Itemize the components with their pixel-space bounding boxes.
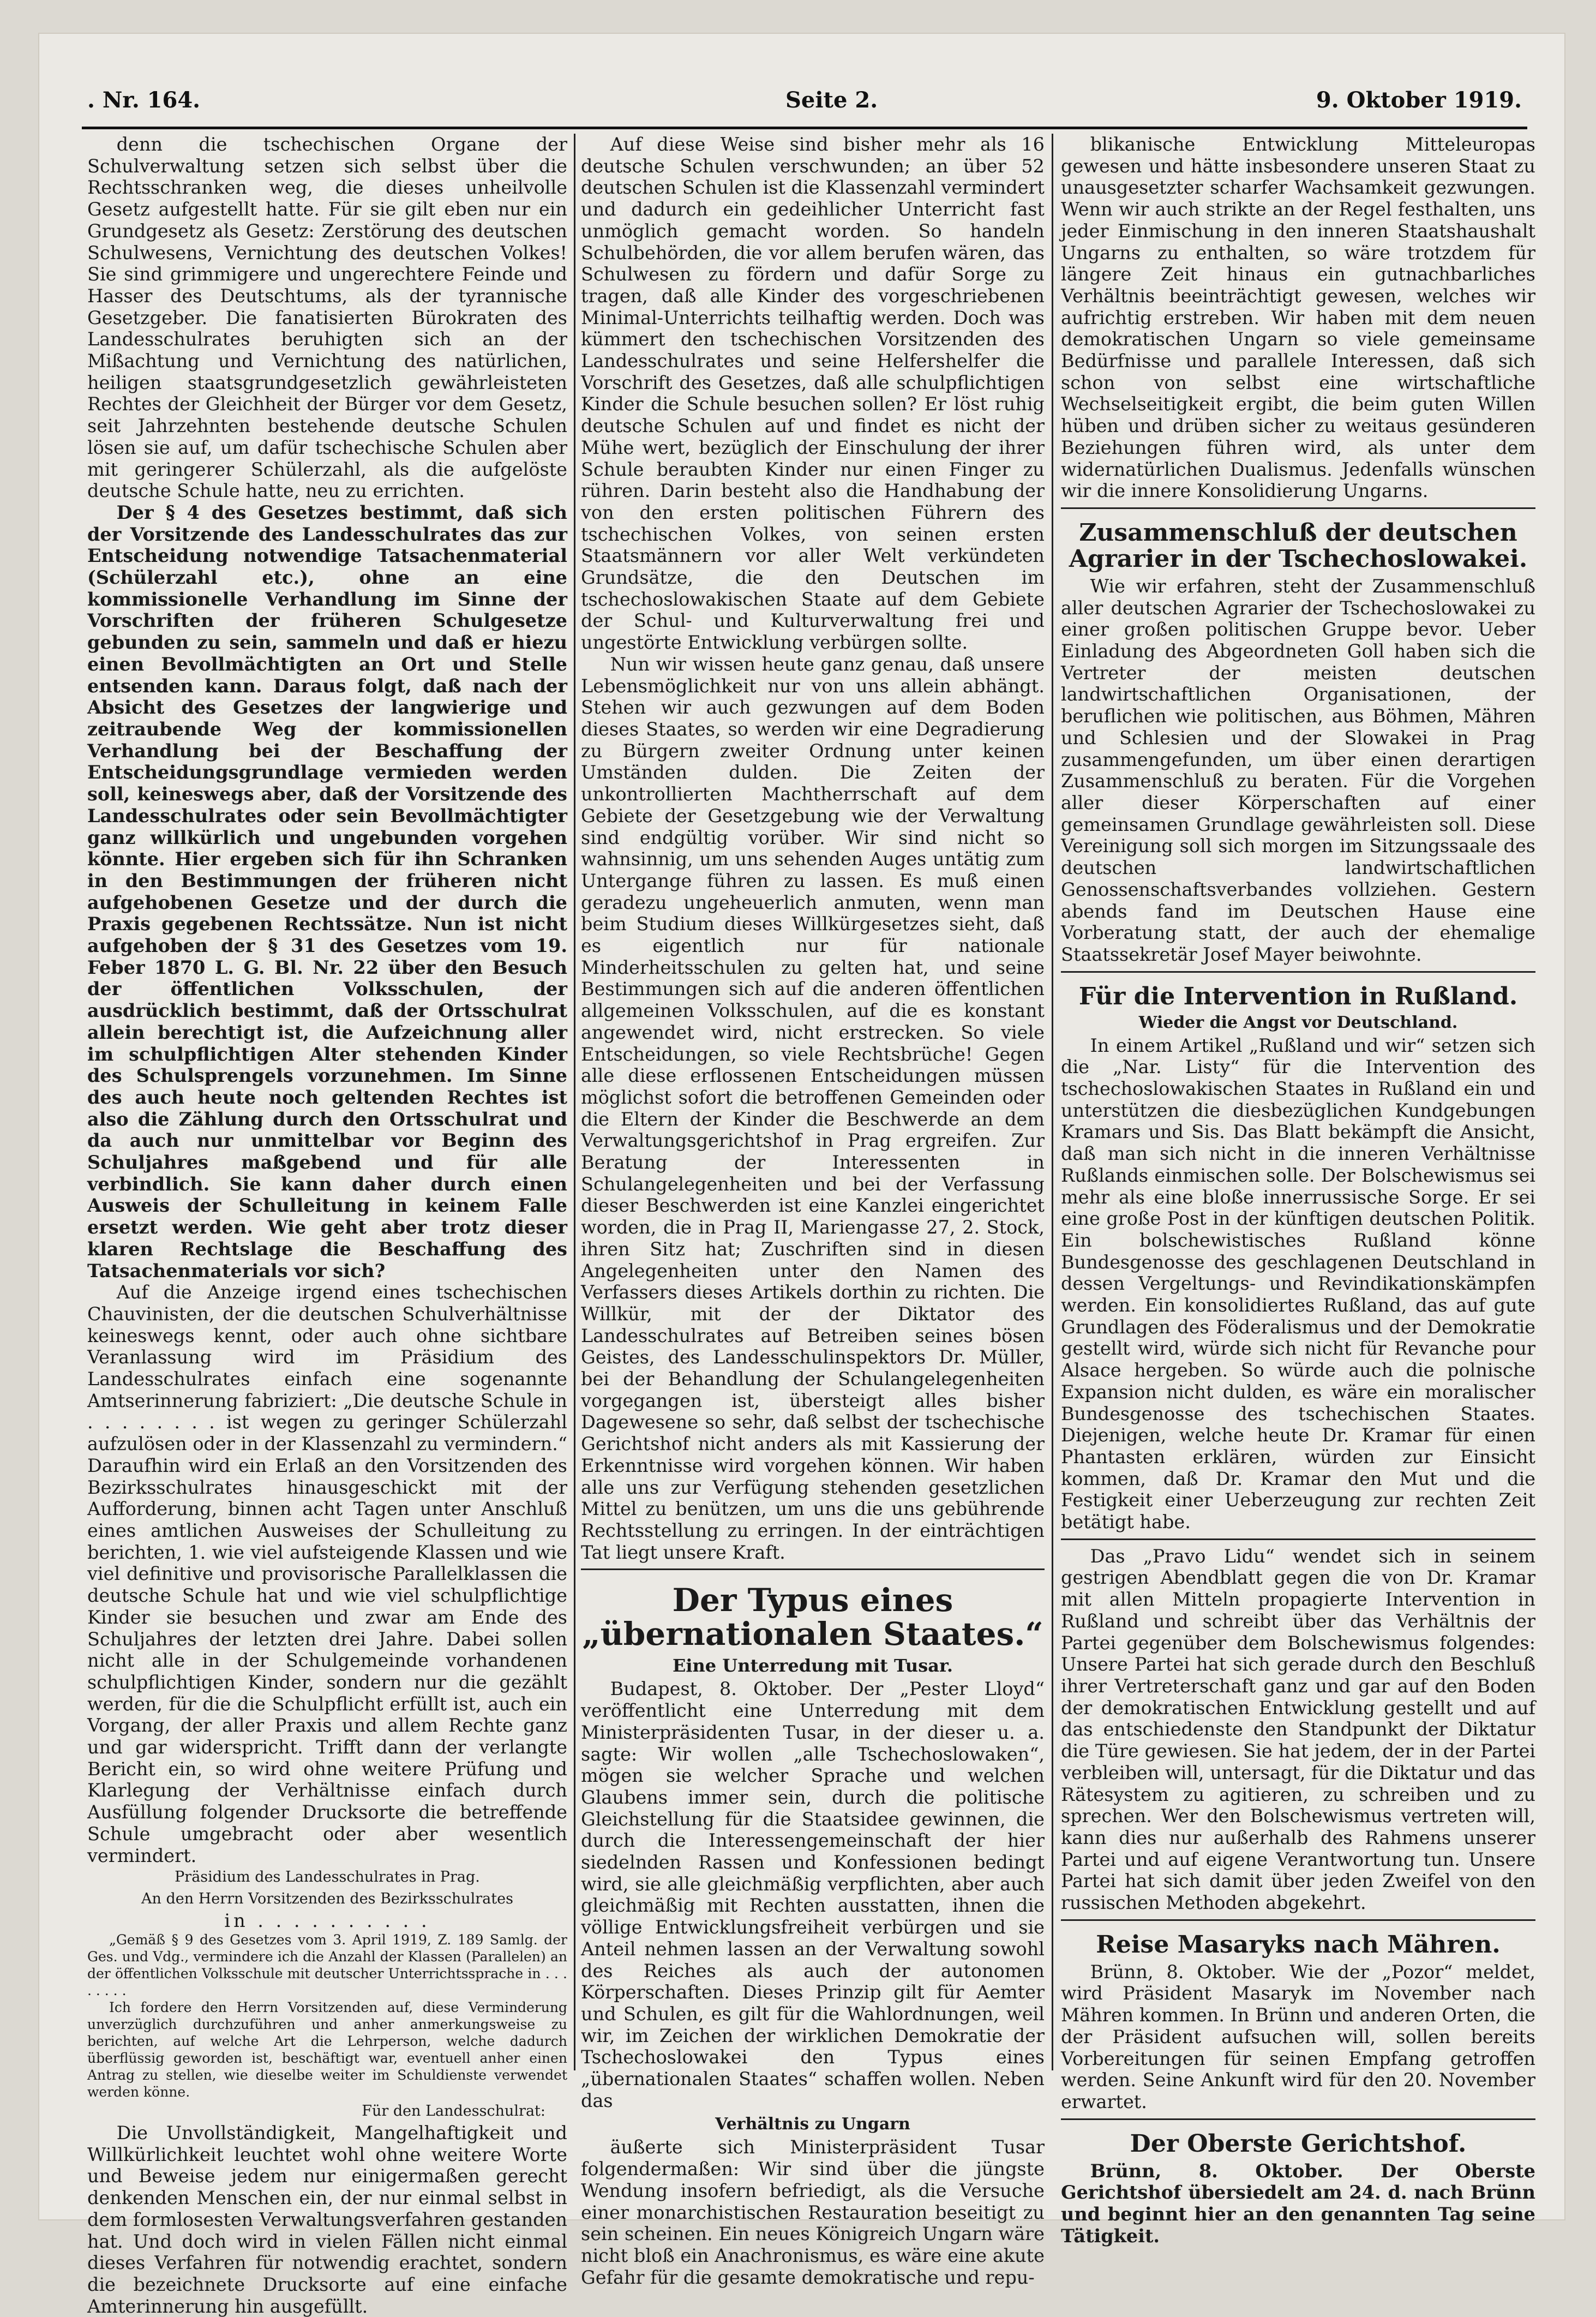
paragraph: Brünn, 8. Oktober. Der Oberste Gerichtshof übersiedelt am 24. d. nach Brünn und beginnt hier an den genannten Tag seine Tätigkeit. [1061,2160,1535,2247]
paragraph: Nun wir wissen heute ganz genau, daß unsere Lebensmöglichkeit nur von uns allein abhängt. Stehen wir auch gezwungen auf dem Boden dieses Staates, so werden wir eine Degradierung zu Bürgern zweiter Ordnung unter keinen Umständen dulden. Die Zeiten der unkontrollierten Machtherrschaft auf dem Gebiete der Gesetzgebung wie der Verwaltung sind endgültig vorüber. Wir sind nicht so wahnsinnig, um uns sehenden Auges untätig zum Untergange führen zu lassen. Es muß einen geradezu ungeheuerlich anmuten, wenn man beim Studium dieses Willkürgesetzes sieht, daß es eigentlich nur für nationale Minderheitsschulen zu gelten hat, und seine Bestimmungen sich auf die anderen öffentlichen allgemeinen Volksschulen, auf die es konstant angewendet wird, nicht erstrecken. So viele Entscheidungen, so viele Rechtsbrüche! Gegen alle diese erflossenen Entscheidungen müssen möglichst sofort die betroffenen Gemeinden oder die Eltern der Kinder die Beschwerde an dem Verwaltungsgerichtshof in Prag ergreifen. Zur Beratung der Interessenten in Schulangelegenheiten und bei der Verfassung dieser Beschwerden ist eine Kanzlei eingerichtet worden, die in Prag II, Mariengasse 27, 2. Stock, ihren Sitz hat; Zuschriften sind in diesen Angelegenheiten unter den Namen des Verfassers dieses Artikels dorthin zu richten. Die Willkür, mit der der Diktator des Landesschulrates auf Betreiben seines bösen Geistes, des Landesschulinspektors Dr. Müller, bei der Behandlung der Schulangelegenheiten vorgegangen ist, übersteigt alles bisher Dagewesene so sehr, daß selbst der tschechische Gerichtshof nicht anders als mit Kassierung der Erkenntnisse wird vorgehen können. Wir haben alle uns zur Verfügung stehenden gesetzlichen Mittel zu benützen, um uns die uns gebührende Rechtsstellung zu erringen. In der einträchtigen Tat liegt unsere Kraft. [581,653,1045,1563]
paragraph: Wie wir erfahren, steht der Zusammenschluß aller deutschen Agrarier der Tschechoslowakei zu einer großen politischen Gruppe bevor. Ueber Einladung des Abgeordneten Goll haben sich die Vertreter der meisten deutschen landwirtschaftlichen Organisationen, der beruflichen wie politischen, aus Böhmen, Mähren und Schlesien und der Slowakei in Prag zusammengefunden, um über einen derartigen Zusammenschluß zu beraten. Für die Vorgehen aller dieser Körperschaften auf einer gemeinsamen Grundlage gewährleisten soll. Diese Vereinigung soll sich morgen im Sitzungssaale des deutschen landwirtschaftlichen Genossenschaftsverbandes vollziehen. Gestern abends fand im Deutschen Hause eine Vorberatung statt, der auch der ehemalige Staatssekretär Josef Mayer beiwohnte. [1061,575,1535,965]
paragraph: Budapest, 8. Oktober. Der „Pester Lloyd“ veröffentlicht eine Unterredung mit dem Ministerpräsidenten Tusar, in der dieser u. a. sagte: Wir wollen „alle Tschechoslowaken“, mögen sie welcher Sprache und welchen Glaubens immer sein, durch die politische Gleichstellung für die Staatsidee gewinnen, die durch die Interessengemeinschaft der hier siedelnden Rassen und Konfessionen bedingt wird, sie alle gleichmäßig verpflichten, aber auch gleichmäßig mit Rechten ausstatten, ihnen die völlige Entwicklungsfreiheit verbürgen und sie Anteil nehmen lassen an der Verwaltung sowohl des Reiches als auch der autonomen Körperschaften. Dieses Prinzip gilt für Aemter und Schulen, es gilt für die Wahlordnungen, weil wir, im Zeichen der wirklichen Demokratie der Tschechoslowakei den Typus eines „übernationalen Staates“ schaffen wollen. Neben das [581,1678,1045,2111]
article-separator [1061,1919,1535,1926]
form-text: „Gemäß § 9 des Gesetzes vom 3. April 1919, Z. 189 Samlg. der Ges. und Vdg., vermindere ich die Anzahl der Klassen (Parallelen) an der öffentlichen Volksschule mit deutscher Unterrichtssprache in . . . . . . . . [87,1932,567,1999]
column-1 [87,134,567,2317]
paragraph: In einem Artikel „Rußland und wir“ setzen sich die „Nar. Listy“ für die Intervention des tschechoslowakischen Staates in Rußland ein und unterstützen die diesbezüglichen Kundgebungen Kramars und Sis. Das Blatt bekämpft die Ansicht, daß man sich nicht in die inneren Verhältnisse Rußlands einmischen solle. Der Bolschewismus sei mehr als eine bloße innerrussische Sorge. Er sei eine große Post in der künftigen deutschen Politik. Ein bolschewistisches Rußland könne Bundesgenosse des geschlagenen Deutschland in dessen Vergeltungs- und Revindikationskämpfen werden. Ein konsolidiertes Rußland, das auf gute Grundlagen des Föderalismus und der Demokratie gestellt wird, würde sich nicht für Revanche pour Alsace hergeben. So würde auch die polnische Expansion nicht dulden, es wäre ein moralischer Bundesgenosse des tschechischen Staates. Diejenigen, welche heute Dr. Kramar für einen Phantasten erklären, würden zur Einsicht kommen, daß Dr. Kramar den Mut und die Festigkeit einer Ueberzeugung zur rechten Zeit betätigt habe. [1061,1034,1535,1533]
paragraph: Auf diese Weise sind bisher mehr als 16 deutsche Schulen verschwunden; an über 52 deutschen Schulen ist die Klassenzahl vermindert und dadurch ein gedeihlicher Unterricht fast unmöglich gemacht worden. So handeln Schulbehörden, die vor allem berufen wären, das Schulwesen zu fördern und dafür Sorge zu tragen, daß alle Kinder des vorgeschriebenen Minimal-Unterrichts teilhaftig werden. Doch was kümmert den tschechischen Vorsitzenden des Landesschulrates und seine Helfershelfer die Vorschrift des Gesetzes, daß alle schulpflichtigen Kinder die Schule besuchen sollen? Er löst ruhig deutsche Schulen auf und findet es nicht der Mühe wert, bezüglich der Einschulung der ihrer Schule beraubten Kinder nur einen Finger zu rühren. Darin besteht also die Handhabung der von den ersten politischen Führern des tschechischen Volkes, von seinen ersten Staatsmännern vor aller Welt verkündeten Grundsätze, die den Deutschen im tschechoslowakischen Staate auf dem Gebiete der Schul- und Kulturverwaltung frei und ungestörte Entwicklung verbürgen sollte. [581,134,1045,654]
paragraph: blikanische Entwicklung Mitteleuropas gewesen und hätte insbesondere unseren Staat zu unausgesetzter scharfer Wachsamkeit gezwungen. Wenn wir auch strikte an der Regel festhalten, uns jeder Einmischung in den inneren Staatshaushalt Ungarns zu enthalten, so wäre trotzdem für längere Zeit hinaus ein gutnachbarliches Verhältnis beeinträchtigt gewesen, welches wir aufrichtig erstreben. Wir haben mit dem neuen demokratischen Ungarn so viele gemeinsame Bedürfnisse und parallele Interessen, daß sich schon von selbst eine wirtschaftliche Wechselseitigkeit ergibt, die beim guten Willen hüben und drüben sicher zu weitaus gesünderen Beziehungen führen wird, als unter dem widernatürlichen Dualismus. Jedenfalls wünschen wir die innere Konsolidierung Ungarns. [1061,134,1535,502]
column-3 [1061,134,1535,2247]
paragraph: Das „Pravo Lidu“ wendet sich in seinem gestrigen Abendblatt gegen die von Dr. Kramar mit allen Mitteln propagierte Intervention in Rußland und schreibt über das Verhältnis der Partei gegenüber dem Bolschewismus folgendes: Unsere Partei hat sich gerade durch den Beschluß ihrer Vertreterschaft ganz und gar auf den Boden der demokratischen Entwicklung gestellt und auf das entschiedenste den Standpunkt der Diktatur die Türe gewiesen. Sie hat jedem, der in der Partei verbleiben will, untersagt, für die Diktatur und das Rätesystem zu agitieren, zu schreiben und zu sprechen. Wer den Bolschewismus vertreten will, kann dies nur außerhalb des Rahmens unserer Partei und auf eigene Verantwortung tun. Unsere Partei hat sich damit über jeden Zweifel von den russischen Methoden abgekehrt. [1061,1545,1535,1914]
article-headline: Der Typus eines „übernationalen Staates.“ [582,1582,1043,1653]
article-headline: Zusammenschluß der deutschen Agrarier in der Tschechoslowakei. [1069,518,1528,573]
form-text: Ich fordere den Herrn Vorsitzenden auf, diese Verminderung unverzüglich durchzuführen und anher anmerkungsweise zu berichten, auf welche Art die Lehrperson, welche dadurch überflüssig geworden ist, beschäftigt war, eventuell anher einen Antrag zu stellen, wie dieselbe weiter im Schuldienste verwendet werden könne. [87,1999,567,2100]
signature-line: Für den Landesschulrat: [362,2103,545,2120]
section-heading: Verhältnis zu Ungarn [715,2115,910,2134]
issue-date: 9. Oktober 1919. [1316,87,1522,113]
article-separator [1061,971,1535,978]
article-headline: Für die Intervention in Rußland. [1078,982,1518,1010]
paragraph: Auf die Anzeige irgend eines tschechischen Chauvinisten, der die deutschen Schulverhältnisse keineswegs kennt, oder auch ohne sichtbare Veranlassung wird im Präsidium des Landesschulrates einfach eine sogenannte Amtserinnerung fabriziert: „Die deutsche Schule in . . . . . . . . ist wegen zu geringer Schülerzahl aufzulösen oder in der Klassenzahl zu vermindern.“ Daraufhin wird ein Erlaß an den Vorsitzenden des Bezirksschulrates hinausgeschickt mit der Aufforderung, binnen acht Tagen unter Anschluß eines amtlichen Ausweises der Schulleitung zu berichten, 1. wie viel aufsteigende Klassen und wie viel definitive und provisorische Parallelklassen die deutsche Schule hat und wie viel schulpflichtige Kinder sie besuchen und zwar am Ende des Schuljahres der letzten drei Jahre. Dabei sollen nicht alle in der Schulgemeinde vorhandenen schulpflichtigen Kinder, sondern nur die gezählt werden, für die die Schulpflicht erfüllt ist, auch ein Vorgang, der aller Praxis und allem Rechte ganz und gar widerspricht. Trifft dann der verlangte Bericht ein, so wird ohne weitere Prüfung und Klarlegung der Verhältnisse einfach durch Ausfüllung folgender Drucksorte die betreffende Schule umgebracht oder aber wesentlich vermindert. [87,1282,567,1866]
article-separator [581,1568,1045,1576]
article-headline: Der Oberste Gerichtshof. [1130,2129,1467,2158]
issue-number: . Nr. 164. [87,87,201,113]
column-divider [574,134,575,2070]
address-line: An den Herrn Vorsitzenden des Bezirksschulrates [141,1890,513,1907]
article-separator [1061,1538,1535,1546]
paragraph: Brünn, 8. Oktober. Wie der „Pozor“ meldet, wird Präsident Masaryk im November nach Mähren kommen. In Brünn und anderen Orten, die der Präsident aufsuchen will, sollen bereits Vorbereitungen für seinen Empfang getroffen werden. Seine Ankunft wird für den 20. November erwartet. [1061,1961,1535,2112]
paragraph: denn die tschechischen Organe der Schulverwaltung setzen sich selbst über die Rechtsschranken weg, die dieses unheilvolle Gesetz aufgestellt hatte. Für sie gilt eben nur ein Grundgesetz als Gesetz: Zerstörung des deutschen Schulwesens, Vernichtung des deutschen Volkes! Sie sind grimmigere und ungerechtere Feinde und Hasser des Deutschtums, als der tyrannische Gesetzgeber. Die fanatisierten Bürokraten des Landesschulrates beruhigten sich an der Mißachtung und Vernichtung des natürlichen, heiligen staatsgrundgesetzlich gewährleisteten Rechtes der Gleichheit der Bürger vor dem Gesetz, seit Jahrzehnten bestehende deutsche Schulen lösen sie auf, um dafür tschechische Schulen aber mit geringerer Schülerzahl, als die aufgelöste deutsche Schule hatte, neu zu errichten. [87,134,567,502]
article-separator [1061,2118,1535,2126]
article-separator [1061,507,1535,514]
paragraph: Der § 4 des Gesetzes bestimmt, daß sich der Vorsitzende des Landesschulrates das zur Entscheidung notwendige Tatsachenmaterial (Schülerzahl etc.), ohne an eine kommissionelle Verhandlung im Sinne der Vorschriften der früheren Schulgesetze gebunden zu sein, sammeln und daß er hiezu einen Bevollmächtigten an Ort und Stelle entsenden kann. Daraus folgt, daß nach der Absicht des Gesetzes der langwierige und zeitraubende Weg der kommissionellen Verhandlung bei der Beschaffung der Entscheidungsgrundlage vermieden werden soll, keineswegs aber, daß der Vorsitzende des Landesschulrates oder sein Bevollmächtigter ganz willkürlich und ungebunden vorgehen könnte. Hier ergeben sich für ihn Schranken in den Bestimmungen der früheren nicht aufgehobenen Gesetze und der durch die Praxis gegebenen Rechtssätze. Nun ist nicht aufgehoben der § 31 des Gesetzes vom 19. Feber 1870 L. G. Bl. Nr. 22 über den Besuch der öffentlichen Volksschulen, der ausdrücklich bestimmt, daß der Ortsschulrat allein berechtigt ist, die Aufzeichnung aller im schulpflichtigen Alter stehenden Kinder des Schulsprengels vorzunehmen. Im Sinne des auch heute noch geltenden Rechtes ist also die Zählung durch den Ortsschulrat und da auch nur unmittelbar vor Beginn des Schuljahres maßgebend und für alle verbindlich. Sie kann daher durch einen Ausweis der Schulleitung in keinem Falle ersetzt werden. Wie geht aber trotz dieser klaren Rechtslage die Beschaffung des Tatsachenmaterials vor sich? [87,501,567,1282]
page-number: Seite 2. [785,87,878,113]
article-subheadline: Eine Unterredung mit Tusar. [672,1655,953,1677]
paragraph: äußerte sich Ministerpräsident Tusar folgendermaßen: Wir sind über die jüngste Wendung insofern befriedigt, als die Versuche einer monarchistischen Restauration beseitigt zu sein scheinen. Ein neues Königreich Ungarn wäre nicht bloß ein Anachronismus, es wäre eine akute Gefahr für die gesamte demokratische und repu- [581,2136,1045,2288]
signature-line: Präsidium des Landesschulrates in Prag. [175,1869,480,1886]
header-rule [82,127,1527,129]
article-headline: Reise Masaryks nach Mähren. [1096,1930,1501,1959]
paragraph: Die Unvollständigkeit, Mangelhaftigkeit und Willkürlichkeit leuchtet wohl ohne weitere Worte und Beweise jedem nur einigermaßen gerecht denkenden Menschen ein, der nur einmal selbst in dem formlosesten Verwaltungsverfahren gestanden hat. Und doch wird in vielen Fällen nicht einmal dieses Verfahren für notwendig erachtet, sondern die bezeichnete Drucksorte auf eine einfache Amterinnerung hin ausgefüllt. [87,2122,567,2317]
article-subheadline: Wieder die Angst vor Deutschland. [1138,1013,1458,1032]
place-line: in . . . . . . . . . . [224,1909,430,1931]
page-header [49,82,1538,120]
column-2 [581,134,1045,2288]
column-divider [1052,134,1053,2070]
